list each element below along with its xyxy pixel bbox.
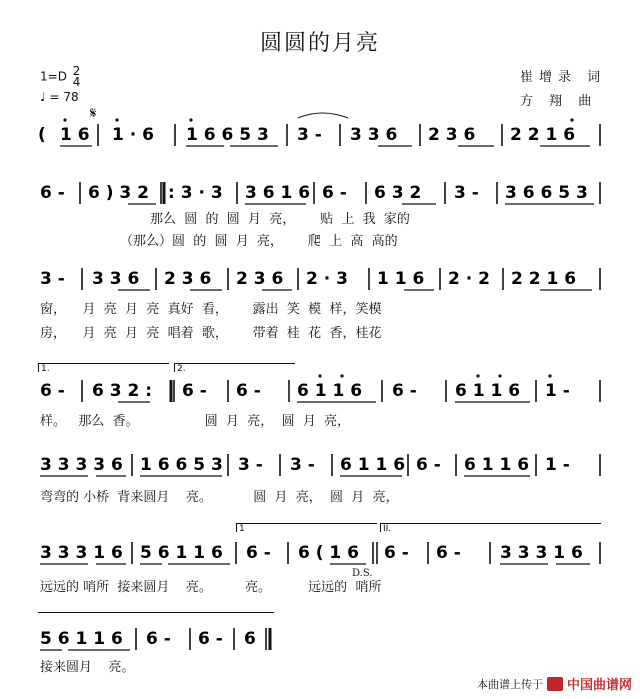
segno-icon: 𝄋: [90, 104, 97, 122]
note-text: 3 3 6: [92, 269, 140, 289]
score-line-5-svg: [0, 448, 640, 478]
note-text: : 3 · 3: [168, 183, 223, 203]
note-text: 3 3 3 3 6: [40, 455, 123, 475]
note-text: 2 2 1 6: [510, 125, 576, 145]
note-text: 6 1 1 6: [297, 381, 363, 401]
lyrics-line-3b: 房， 月 亮 月 亮 唱着 歌， 带着 桂 花 香，桂花: [40, 326, 382, 341]
score-line-2-svg: [0, 176, 640, 206]
note-text: 6 3 2: [374, 183, 422, 203]
note-text: 6 -: [182, 381, 207, 401]
lyrics-line-7: 接来圆月 亮。: [40, 660, 135, 675]
note-text: 1 6 6 5 3: [186, 125, 269, 145]
score-line-6-svg: [0, 536, 640, 566]
tempo-mark: ♩ = 78: [40, 90, 79, 104]
note-text: 3 3 3 1 6: [500, 543, 583, 563]
volta-second-label: 2.: [177, 364, 186, 374]
note-text: 6: [244, 629, 256, 649]
note-text: 6 -: [40, 183, 65, 203]
note-text: 3 3 6: [350, 125, 398, 145]
note-text: 3 -: [297, 125, 322, 145]
note-text: 1 -: [545, 381, 570, 401]
lyrics-line-2a: 那么 圆 的 圆 月 亮， 贴 上 我 家的: [150, 212, 410, 227]
time-top: 2: [72, 64, 81, 78]
note-text: 6 -: [322, 183, 347, 203]
note-text: 3 6 1 6: [245, 183, 311, 203]
note-text: 6 3 2 :: [92, 381, 153, 401]
time-bottom: 4: [72, 75, 81, 89]
lyrics-line-5: 弯弯的 小桥 背来圆月 亮。 圆 月 亮， 圆 月 亮，: [40, 490, 399, 505]
note-text: 6 1 1 6: [464, 455, 530, 475]
note-text: 6 -: [436, 543, 461, 563]
note-text: 3 -: [290, 455, 315, 475]
note-text: 5 6 1 1 6: [40, 629, 123, 649]
note-text: 6 ( 1 6: [298, 543, 360, 563]
note-text: 2 3 6: [236, 269, 284, 289]
note-text: 1 6: [60, 125, 90, 145]
note-text: 6 -: [416, 455, 441, 475]
note-text: 2 2 1 6: [511, 269, 577, 289]
note-text: 3 3 3 1 6: [40, 543, 123, 563]
key-label: 1=D: [40, 69, 67, 84]
lyrics-line-3a: 窗， 月 亮 月 亮 真好 看， 露出 笑 模 样，笑模: [40, 302, 382, 317]
site-name[interactable]: 中国曲谱网: [566, 678, 632, 693]
note-text: 6 -: [146, 629, 171, 649]
score-line-4-svg: [0, 374, 640, 404]
note-text: 6 -: [40, 381, 65, 401]
score-line-7-svg: [0, 622, 640, 652]
volta-second-b-label: II.: [383, 524, 392, 534]
ds-mark: D.S.: [352, 568, 373, 579]
note-text: 6 1 1 6: [340, 455, 406, 475]
note-text: 6 1 1 6: [455, 381, 521, 401]
footer-text: 本曲谱上传于: [476, 677, 543, 691]
final-bracket: [38, 612, 274, 621]
note-text: 3 6 6 5 3: [505, 183, 588, 203]
note-text: 2 · 2: [448, 269, 490, 289]
note-text: 3 -: [454, 183, 479, 203]
volta-second-b-bracket: [380, 523, 601, 532]
lyricist-credit: 崔增录 词: [520, 70, 607, 85]
lyrics-line-2b: （那么）圆 的 圆 月 亮， 爬 上 高 高的: [120, 234, 398, 249]
note-text: 2 3 6: [428, 125, 476, 145]
volta-first-label: 1.: [41, 364, 50, 374]
note-text: 1 1 6: [377, 269, 425, 289]
note-text: 6 -: [392, 381, 417, 401]
note-text: 3 -: [238, 455, 263, 475]
note-text: 6 -: [384, 543, 409, 563]
note-text: 6 -: [236, 381, 261, 401]
site-logo-icon: [547, 677, 563, 691]
note-text: 1 6 6 5 3: [140, 455, 223, 475]
note-text: 2 · 3: [306, 269, 348, 289]
lyrics-line-4: 样。 那么 香。 圆 月 亮， 圆 月 亮，: [40, 414, 351, 429]
score-line-3-svg: [0, 262, 640, 292]
volta-second-bracket: [174, 363, 295, 372]
lyrics-line-6: 远远的 哨所 接来圆月 亮。 亮。 远远的 哨所: [40, 580, 382, 595]
score-line-2: [0, 176, 640, 236]
note-text: 2 3 6: [164, 269, 212, 289]
note-text: 3 -: [40, 269, 65, 289]
note-text: 1 · 6: [112, 125, 154, 145]
note-text: 5 6 1 1 6: [140, 543, 223, 563]
score-line-1: [0, 118, 640, 178]
note-text: 6 -: [246, 543, 271, 563]
score-line-1-svg: [0, 118, 640, 168]
footer: [477, 674, 632, 693]
volta-first-b-bracket: [236, 523, 377, 532]
note-text: 6 ) 3 2: [88, 183, 150, 203]
note-text: 6 -: [198, 629, 223, 649]
volta-first-b-label: 1: [239, 524, 245, 534]
key-signature: [40, 66, 80, 88]
time-signature: [73, 66, 81, 88]
composer-credit: 方 翔 曲: [520, 94, 598, 109]
song-title: 圆圆的月亮: [259, 31, 380, 56]
volta-first-bracket: [38, 363, 169, 372]
note-text: 1 -: [545, 455, 570, 475]
note-text: (: [38, 125, 46, 145]
